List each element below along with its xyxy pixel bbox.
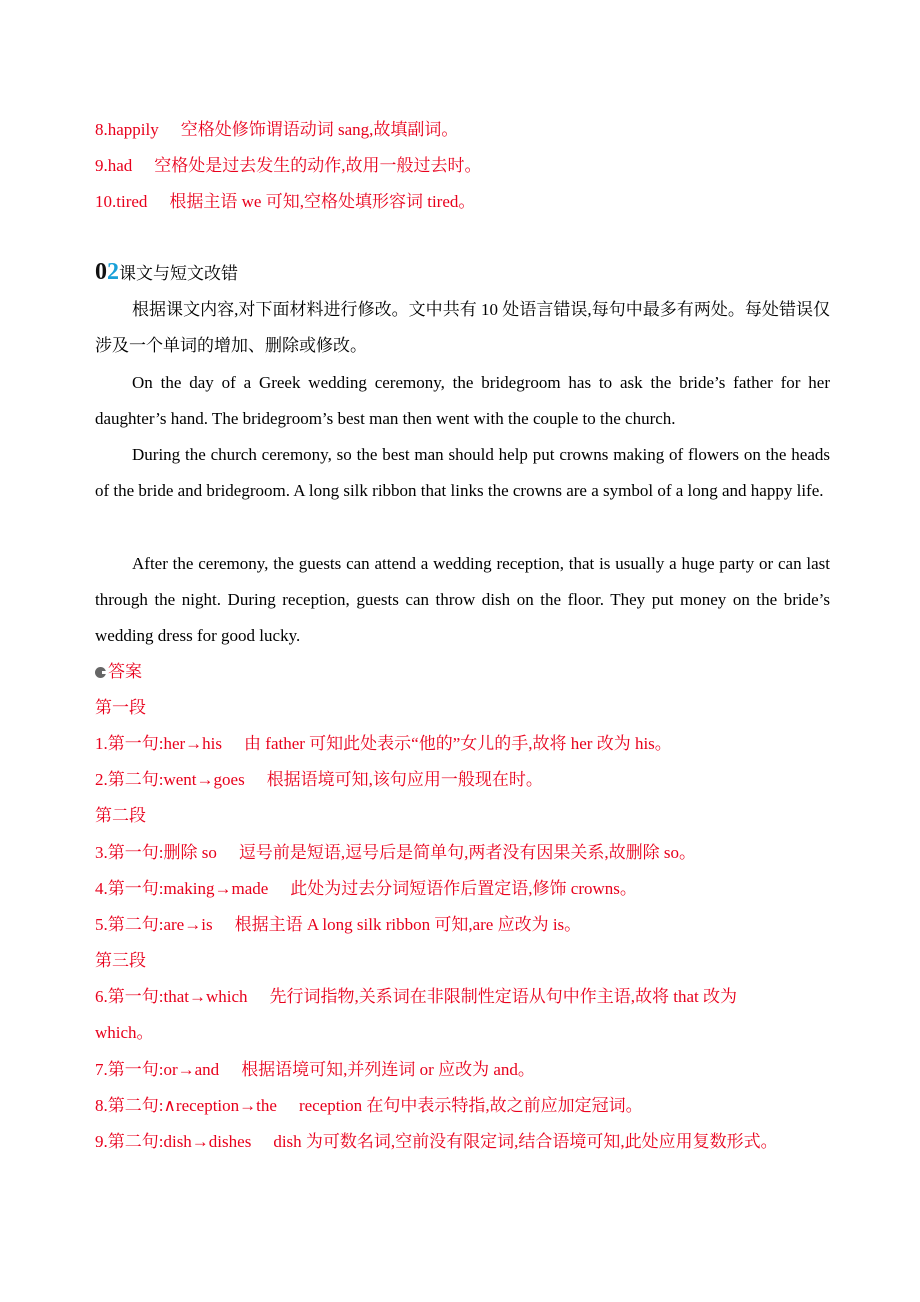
answer-explanation: 根据语境可知,该句应用一般现在时。 [266,770,543,789]
answer-item [95,842,696,864]
answer-label: 3.第一句:删除 so [95,843,217,862]
answer-label: 5.第二句:are→is [95,915,213,934]
answer-item-continued: which。 [95,1023,154,1042]
answer-explanation: 根据主语 A long silk ribbon 可知,are 应改为 is。 [234,915,582,934]
answer-explanation: reception 在句中表示特指,故之前应加定冠词。 [298,1096,643,1115]
answer-explanation: 先行词指物,关系词在非限制性定语从句中作主语,故将 that 改为 [269,987,738,1006]
answer-item [95,733,672,755]
section-number: 0 [95,259,107,285]
answer-item [95,1059,535,1081]
answer-label: 4.第一句:making→made [95,879,269,898]
passage-paragraph-3: After the ceremony, the guests can attend a wedding reception, that is usually a huge party or can last through the night. During reception, guests can throw dish on the floor. They put money on the bride’s wedding dress for good lucky. [95,554,830,646]
answer-explanation: 根据语境可知,并列连词 or 应改为 and。 [241,1060,535,1079]
answer-explanation: 空格处是过去发生的动作,故用一般过去时。 [154,156,482,175]
paragraph-label-1: 第一段 [95,698,146,717]
answer-label: 9.第二句:dish→dishes [95,1132,252,1151]
section-title: 课文与短文改错 [119,264,238,283]
paragraph-label-2: 第二段 [95,806,146,825]
answer-item [95,914,581,936]
answer-label: 2.第二句:went→goes [95,770,245,789]
answer-label: 10.tired [95,192,148,211]
prev-answer-9 [95,155,482,177]
answer-explanation: dish 为可数名词,空前没有限定词,结合语境可知,此处应用复数形式。 [273,1132,778,1151]
answer-label: 1.第一句:her→his [95,734,223,753]
answer-explanation: 由 father 可知此处表示“他的”女儿的手,故将 her 改为 his。 [244,734,672,753]
passage-paragraph-1: On the day of a Greek wedding ceremony, the bridegroom has to ask the bride’s father for her daughter’s hand. The bridegroom’s best man then went with the couple to the church. [95,373,830,429]
answer-explanation: 此处为过去分词短语作后置定语,修饰 crowns。 [290,879,637,898]
answer-item [95,1131,778,1153]
prev-answer-8 [95,119,458,141]
answer-label: 7.第一句:or→and [95,1060,220,1079]
answer-item [95,878,637,900]
section-number-accent: 2 [107,259,119,285]
section-heading [95,258,238,288]
answer-label: 9.had [95,156,133,175]
passage-paragraph-2: During the church ceremony, so the best man should help put crowns making of flowers on the heads of the bride and bridegroom. A long silk ribbon that links the crowns are a symbol of a long and happy life. [95,445,830,501]
instructions: 根据课文内容,对下面材料进行修改。文中共有 10 处语言错误,每句中最多有两处。每处错误仅涉及一个单词的增加、删除或修改。 [95,300,830,356]
answer-label: 6.第一句:that→which [95,987,248,1006]
answer-item [95,986,737,1008]
answer-icon [95,667,106,678]
answer-explanation: 逗号前是短语,逗号后是简单句,两者没有因果关系,故删除 so。 [238,843,696,862]
answer-label: 8.第二句:∧reception→the [95,1096,277,1115]
answer-heading [95,661,142,683]
answer-item [95,769,543,791]
prev-answer-10 [95,191,475,213]
answer-item [95,1095,643,1117]
answer-explanation: 根据主语 we 可知,空格处填形容词 tired。 [169,192,476,211]
paragraph-label-3: 第三段 [95,951,146,970]
answer-label: 8.happily [95,120,159,139]
answer-heading-label: 答案 [108,662,142,681]
answer-explanation: 空格处修饰谓语动词 sang,故填副词。 [180,120,459,139]
